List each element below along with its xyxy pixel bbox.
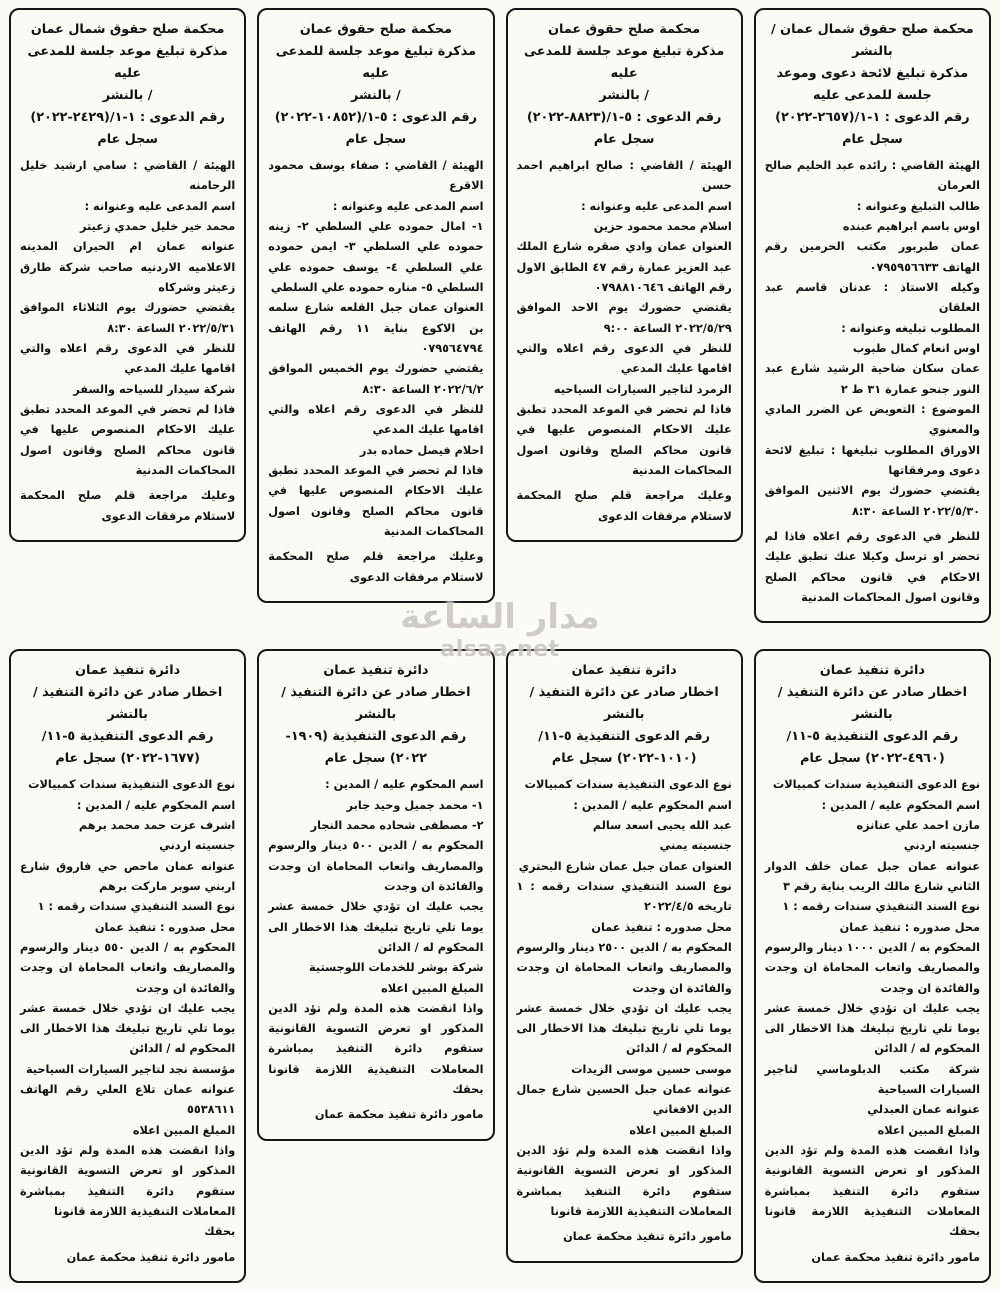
notice-body-line: فاذا لم تحضر في الموعد المحدد تطبق عليك الاحكام المنصوص عليها في قانون محاكم الصلح وقانون اصول المحاكمات المدنية (516, 402, 732, 477)
notice-body-line: الموضوع : التعويض عن الضرر المادي والمعنوي (764, 402, 980, 437)
notice-title-line: رقم الدعوى التنفيذية ٥-١١/ (538, 729, 710, 745)
notice-body-line: المحكوم به / الدين ٢٥٠٠ دينار والرسوم والمصاريف واتعاب المحاماة ان وجدت والفائدة ان وجدت (516, 940, 732, 995)
notice-header (517, 19, 732, 151)
notice-body-line: اسم المدعى عليه وعنوانه : (581, 199, 732, 213)
notice-body-line: يقتضي حضورك يوم الثلاثاء الموافق ٢٠٢٢/٥/٣١ الساعة ٨:٣٠ (20, 301, 236, 335)
notice-body-line: نوع السند التنفيذي سندات رقمه : ١ تاريخه ٢٠٢٢/٤/٥ (516, 879, 732, 914)
notice-body-line: عمان سكان ضاحية الرشيد شارع عبد النور جنحو عمارة ٣١ ط ٢ (764, 362, 980, 396)
notice-body-line: اسم المحكوم عليه / المدين : (821, 798, 980, 812)
notice-title-line: دائرة تنفيذ عمان (571, 663, 677, 679)
notice-body-line: اسم المدعى عليه وعنوانه : (84, 199, 236, 213)
notice-body-line: نوع الدعوى التنفيذية سندات كمبيالات (28, 778, 236, 792)
notice-body-line: المبلغ المبين اعلاه (629, 1123, 732, 1137)
notice-body-line: الزمرد لتاجير السيارات السياحيه (553, 382, 732, 396)
notice-body-line: المحكوم به / الدين ٥٠٠ دينار والرسوم والمصاريف واتعاب المحاماة ان وجدت والفائدة ان وجدت (268, 839, 484, 893)
notice-body-line: يقتضي حضورك يوم الاثنين الموافق ٢٠٢٢/٥/٣٠ الساعة ٨:٣٠ (764, 484, 980, 518)
notice-body-line: الاوراق المطلوب تبليغها : تبليغ لائحة دعوى ومرفقاتها (764, 443, 980, 477)
legal-notice-execution-1010 (506, 649, 743, 1263)
notice-body-line: عمان طبربور مكتب الحرمين رقم الهاتف ٠٧٩٥٩٥٦٦٣٣ (764, 240, 980, 274)
notice-body-line: واذا انقضت هذه المدة ولم تؤد الدين المذكور او تعرض التسوية القانونية ستقوم دائرة التنفيذ بمباشرة المعاملات التنفيذية اللازمة قانونا (20, 1144, 236, 1219)
notice-title-line: رقم الدعوى التنفيذية (١٩٠٩- (285, 729, 467, 745)
notice-body-line: محمد خير خليل حمدي زعيتر (79, 219, 236, 233)
notice-title-line: محكمة صلح حقوق عمان (299, 22, 452, 37)
notice-body-line: مؤسسة نجد لتاجير السيارات السياحية (25, 1062, 236, 1076)
notice-body-line: ١- امال حموده علي السلطي ٢- زينه حموده علي السلطي ٣- ايمن حموده علي السلطي ٤- يوسف حموده علي السلطي ٥- مناره حموده علي السلطي (268, 219, 484, 294)
notice-body-line: اسم المحكوم عليه / المدين : (573, 798, 732, 812)
notice-body-line: يجب عليك ان تؤدي خلال خمسة عشر يوما تلي تاريخ تبليغك هذا الاخطار الى المحكوم له / الدائن (516, 1001, 732, 1056)
notice-body-line: محل صدوره : تنفيذ عمان (94, 920, 236, 934)
notice-body-line: وكيله الاستاذ : عدنان قاسم عبد العلقان (764, 280, 980, 315)
notice-body-line: يجب عليك ان تؤدي خلال خمسة عشر يوما تلي تاريخ تبليغك هذا الاخطار الى المحكوم له / الدائن (20, 1001, 236, 1056)
notice-body-line: العنوان عمان جبل القلعه شارع سلمه بن الاكوع بناية ١١ رقم الهاتف ٠٧٩٥٦٤٧٩٤ (268, 301, 484, 355)
notice-body-line: للنظر في الدعوى رقم اعلاه والتي اقامها عليك المدعي (268, 402, 484, 437)
notice-body-line: عنوانه عمان جبل عمان خلف الدوار الثاني شارع مالك الريب بناية رقم ٣ (764, 859, 980, 893)
notice-body-line: اسلام محمد محمود حزين (593, 219, 732, 233)
notice-title-line: محكمة صلح حقوق شمال عمان (30, 22, 225, 37)
legal-notice-execution-4960 (754, 649, 991, 1283)
notice-header (20, 19, 235, 151)
notice-body-line: جنسيته اردني (159, 839, 236, 853)
notice-body-line: المحكوم به / الدين ٥٥٠ دينار والرسوم والمصاريف واتعاب المحاماة ان وجدت والفائدة ان وجدت (20, 940, 236, 995)
notice-header (268, 19, 483, 151)
notice-body-line: موسى حسين موسى الزيدات (571, 1062, 732, 1076)
notice-body-line: عنوانه عمان ماحص حي فاروق شارع اربني سوبر ماركت برهم (20, 859, 236, 893)
notice-header (765, 660, 980, 770)
notice-body-line: للنظر في الدعوى رقم اعلاه والتي اقامها عليك المدعي (20, 341, 236, 376)
notice-title-line: رقم الدعوى : ٥-١/(١٠٨٥٢-٢٠٢٢) (274, 110, 478, 125)
notice-body-line: اسم المحكوم عليه / المدين : (76, 798, 236, 812)
notice-body-line: مامور دائرة تنفيذ محكمة عمان (563, 1230, 732, 1244)
notice-title-line: / بالنشر (350, 88, 401, 103)
notice-title-line: دائرة تنفيذ عمان (323, 663, 429, 679)
notice-body-line: عبد الله يحيى اسعد سالم (592, 818, 732, 832)
notice-body-line: نوع السند التنفيذي سندات رقمه : ١ (782, 900, 980, 914)
notice-body (765, 775, 980, 1268)
watermark-brand-text: مدار الساعة (400, 597, 600, 637)
notice-body-line: المبلغ المبين اعلاه (132, 1123, 236, 1137)
notice-body-line: مازن احمد علي عنانزه (856, 818, 980, 832)
notice-header (765, 19, 980, 151)
notice-header (268, 660, 483, 770)
notice-body-line: الهيئة القاضي : رائده عبد الحليم صالح العرمان (764, 159, 980, 193)
notice-body-line: المحكوم به / الدين ١٠٠٠ دينار والرسوم والمصاريف واتعاب المحاماة ان وجدت والفائدة ان وجدت (764, 940, 980, 995)
notice-title-line: (١٠١٠-٢٠٢٢) سجل عام (551, 751, 697, 767)
notice-title-line: اخطار صادر عن دائرة التنفيذ / بالنشر (529, 685, 719, 723)
notice-body-line: مامور دائرة تنفيذ محكمة عمان (66, 1250, 236, 1264)
notice-title-line: سجل عام (97, 132, 158, 147)
notice-title-line: سجل عام (345, 132, 407, 147)
notice-body-line: الهيئة / القاضي : سامي ارشيد خليل الرحامنه (20, 159, 236, 193)
notice-body-line: للنظر في الدعوى رقم اعلاه والتي اقامها عليك المدعي (516, 341, 732, 376)
notice-title-line: دائرة تنفيذ عمان (819, 663, 925, 679)
notice-body-line: عنوانه عمان جبل الحسين شارع جمال الدين الافغاني (516, 1083, 732, 1117)
notice-body-line: ١- محمد جميل وحيد جابر (346, 798, 484, 812)
notice-body-line: وعليك مراجعة قلم صلح المحكمة لاستلام مرفقات الدعوى (20, 489, 236, 523)
notice-body (517, 775, 732, 1248)
notice-header (20, 660, 235, 770)
notice-body-line: يقتضي حضورك يوم الاحد الموافق ٢٠٢٢/٥/٢٩ الساعة ٩:٠٠ (516, 301, 732, 335)
notice-title-line: (١٦٧٧-٢٠٢٢) سجل عام (55, 751, 200, 767)
notice-body-line: عنوانه عمان تلاع العلي رقم الهاتف ٥٥٣٨٦١١ (20, 1083, 236, 1117)
notice-body-line: واذا انقضت هذه المدة ولم تؤد الدين المذكور او تعرض التسوية القانونية ستقوم دائرة التنفيذ بمباشرة المعاملات التنفيذية اللازمة قانونا بحقك (268, 1001, 484, 1097)
notice-body-line: العنوان عمان وادي صقره شارع الملك عبد العزيز عمارة رقم ٤٧ الطابق الاول رقم الهاتف ٠٧٩٨٨١٠٦٤٦ (516, 240, 732, 294)
legal-notice-court-amman-10852 (257, 8, 494, 603)
notice-body-line: وعليك مراجعة قلم صلح المحكمة لاستلام مرفقات الدعوى (268, 550, 484, 584)
notice-body-line: اوس انعام كمال طبوب (852, 341, 980, 355)
notice-body-line: نوع السند التنفيذي سندات رقمه : ١ (37, 900, 236, 914)
notice-body-line: اشرف عزت حمد محمد برهم (78, 818, 236, 832)
notice-title-line: سجل عام (842, 132, 903, 147)
notice-body (20, 156, 235, 527)
notice-body (765, 156, 980, 608)
notice-body-line: مامور دائرة تنفيذ محكمة عمان (314, 1108, 484, 1122)
notice-body-line: وعليك مراجعة قلم صلح المحكمة لاستلام مرفقات الدعوى (516, 489, 732, 523)
watermark-site-url: alsaa.net (440, 637, 560, 662)
legal-notice-execution-1677 (9, 649, 246, 1283)
notice-title-line: رقم الدعوى التنفيذية ٥-١١/ (41, 729, 214, 745)
notice-title-line: / بالنشر (599, 88, 649, 103)
notice-body-line: محل صدوره : تنفيذ عمان (839, 920, 980, 934)
notice-body-line: عنوانه عمان ام الحيران المدينه الاعلاميه الاردنيه صاحب شركة طارق زعيتر وشركاه (20, 240, 236, 294)
notice-body-line: المبلغ المبين اعلاه (381, 981, 484, 995)
notice-body-line: يجب عليك ان تؤدي خلال خمسة عشر يوما تلي تاريخ تبليغك هذا الاخطار الى المحكوم له / الدائن (764, 1001, 980, 1056)
notice-title-line: اخطار صادر عن دائرة التنفيذ / بالنشر (32, 685, 223, 723)
notice-body-line: شركة مكتب الدبلوماسي لتاجير السيارات السياحية (764, 1062, 980, 1097)
legal-notice-execution-1909 (257, 649, 494, 1141)
notice-title-line: مذكرة تبليغ موعد جلسة للمدعى عليه (523, 44, 725, 81)
notice-body-line: اسم المحكوم عليه / المدين : (325, 778, 484, 792)
notice-body-line: للنظر في الدعوى رقم اعلاه فاذا لم تحضر او ترسل وكيلا عنك تطبق عليك الاحكام في قانون محاكم الصلح وقانون اصول المحاكمات المدنية (764, 529, 980, 604)
notice-body-line: اوس باسم ابراهيم عبنده (842, 219, 980, 233)
notice-body-line: نوع الدعوى التنفيذية سندات كمبيالات (772, 778, 980, 792)
notice-title-line: سجل عام (593, 132, 655, 147)
notice-header (517, 660, 732, 770)
notice-body-line: عنوانه عمان العبدلي (867, 1103, 980, 1117)
legal-notice-court-north-amman-2657 (754, 8, 991, 623)
notice-title-line: محكمة صلح حقوق عمان (548, 22, 701, 37)
notice-body-line: المبلغ المبين اعلاه (877, 1123, 980, 1137)
notice-title-line: رقم الدعوى : ١-١/(٢٤٢٩-٢٠٢٢) (30, 110, 225, 125)
notice-title-line: اخطار صادر عن دائرة التنفيذ / بالنشر (281, 685, 471, 723)
notice-body (268, 156, 483, 588)
notice-body (268, 775, 483, 1126)
notice-body-line: بحقك (204, 1225, 236, 1239)
notice-body-line: الهيئة / القاضي : صفاء يوسف محمود الاقرع (268, 159, 484, 193)
notice-title-line: رقم الدعوى : ٥-١/(٨٨٢٣-٢٠٢٢) (526, 110, 722, 125)
notice-body-line: الهيئة / القاضي : صالح ابراهيم احمد حسن (516, 159, 732, 193)
notice-body-line: يقتضي حضورك يوم الخميس الموافق ٢٠٢٢/٦/٢ الساعة ٨:٣٠ (268, 362, 484, 396)
notice-body-line: جنسيته يمني (659, 839, 732, 853)
notice-title-line: دائرة تنفيذ عمان (75, 663, 181, 679)
notice-body-line: ٢- مصطفى شحاده محمد النجار (310, 818, 484, 832)
notice-body-line: يجب عليك ان تؤدي خلال خمسة عشر يوما تلي تاريخ تبليغك هذا الاخطار الى المحكوم له / الدائن (268, 900, 484, 954)
notice-title-line: مذكرة تبليغ لائحة دعوى وموعد جلسة للمدعى عليه (776, 66, 969, 103)
notice-title-line: رقم الدعوى التنفيذية ٥-١١/ (786, 729, 959, 745)
legal-notice-court-amman-8823 (506, 8, 743, 542)
legal-notice-court-north-amman-2429 (9, 8, 246, 542)
notice-body-line: نوع الدعوى التنفيذية سندات كمبيالات (524, 778, 732, 792)
notice-body-line: فاذا لم تحضر في الموعد المحدد تطبق عليك الاحكام المنصوص عليها في قانون محاكم الصلح وقانون اصول المحاكمات المدنية (20, 402, 236, 477)
notice-body-line: فاذا لم تحضر في الموعد المحدد تطبق عليك الاحكام المنصوص عليها في قانون محاكم الصلح وقانون اصول المحاكمات المدنية (268, 463, 484, 538)
notice-body-line: مامور دائرة تنفيذ محكمة عمان (811, 1250, 980, 1264)
notice-body (20, 775, 235, 1268)
notice-body-line: شركة سيدار للسياحه والسفر (73, 382, 236, 396)
notice-body-line: المطلوب تبليغه وعنوانه : (841, 321, 980, 335)
notice-body (517, 156, 732, 527)
notice-title-line: اخطار صادر عن دائرة التنفيذ / بالنشر (777, 685, 968, 723)
notice-title-line: / بالنشر (102, 88, 153, 103)
notice-body-line: جنسيته اردني (903, 839, 980, 853)
notice-body-line: شركة بوشر للخدمات اللوجستية (309, 961, 484, 975)
notice-title-line: محكمة صلح حقوق شمال عمان / بالنشر (771, 22, 974, 59)
notice-body-line: العنوان عمان جبل عمان شارع البحتري (518, 859, 732, 873)
notice-body-line: اسم المدعى عليه وعنوانه : (332, 199, 484, 213)
notice-body-line: احلام فيصل حماده بدر (359, 443, 484, 457)
notice-title-line: مذكرة تبليغ موعد جلسة للمدعى عليه (275, 44, 477, 81)
notice-body-line: محل صدوره : تنفيذ عمان (591, 920, 732, 934)
notice-body-line: واذا انقضت هذه المدة ولم تؤد الدين المذكور او تعرض التسوية القانونية ستقوم دائرة التنفيذ بمباشرة المعاملات التنفيذية اللازمة قانونا (516, 1144, 732, 1219)
notice-title-line: ٢٠٢٢) سجل عام (324, 751, 427, 767)
notice-body-line: طالب التبليغ وعنوانه : (856, 199, 980, 213)
notice-title-line: مذكرة تبليغ موعد جلسة للمدعى عليه (27, 44, 228, 81)
notice-title-line: رقم الدعوى : ١-١/(٢٦٥٧-٢٠٢٢) (775, 110, 970, 125)
notice-body-line: واذا انقضت هذه المدة ولم تؤد الدين المذكور او تعرض التسوية القانونية ستقوم دائرة التنفيذ بمباشرة المعاملات التنفيذية اللازمة قانونا بحقك (764, 1144, 980, 1239)
notice-title-line: (٤٩٦٠-٢٠٢٢) سجل عام (800, 751, 945, 767)
